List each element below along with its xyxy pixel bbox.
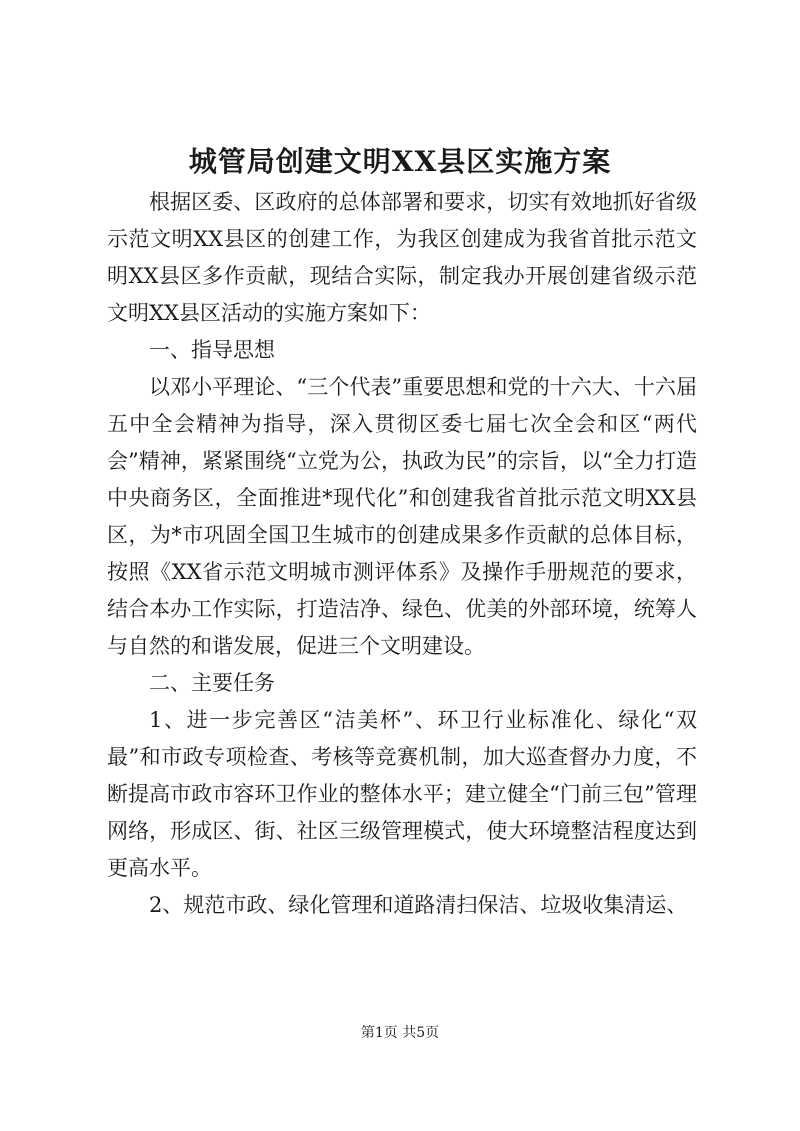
paragraph-task-1: 1、进一步完善区“洁美杯”、环卫行业标准化、绿化“双最”和市政专项检查、考核等竞赛机制，加大巡查督办力度，不断提高市政市容环卫作业的整体水平；建立健全“门前三包”管理网络，形成区、街、社区三级管理模式，使大环境整洁程度达到更高水平。	[107, 708, 697, 880]
page-footer: 第1页 共5页	[360, 1025, 440, 1041]
paragraph-intro: 根据区委、区政府的总体部署和要求，切实有效地抓好省级示范文明XX县区的创建工作，为我区创建成为我省首批示范文明XX县区多作贡献，现结合实际，制定我办开展创建省级示范文明XX县区活动的实施方案如下：	[107, 190, 697, 325]
document-title: 城管局创建文明XX县区实施方案	[188, 145, 612, 178]
section-heading-main-tasks: 二、主要任务	[149, 671, 275, 695]
paragraph-guiding-ideology: 以邓小平理论、“三个代表”重要思想和党的十六大、十六届五中全会精神为指导，深入贯彻区委七届七次全会和区“两代会”精神，紧紧围绕“立党为公，执政为民”的宗旨，以“全力打造中央商务区，全面推进*现代化”和创建我省首批示范文明XX县区，为*市巩固全国卫生城市的创建成果多作贡献的总体目标，按照《XX省示范文明城市测评体系》及操作手册规范的要求，结合本办工作实际，打造洁净、绿色、优美的外部环境，统筹人与自然的和谐发展，促进三个文明建设。	[107, 375, 697, 658]
section-heading-guiding-ideology: 一、指导思想	[149, 338, 275, 362]
document-body	[107, 184, 697, 924]
paragraph-task-2: 2、规范市政、绿化管理和道路清扫保洁、垃圾收集清运、	[149, 893, 688, 917]
